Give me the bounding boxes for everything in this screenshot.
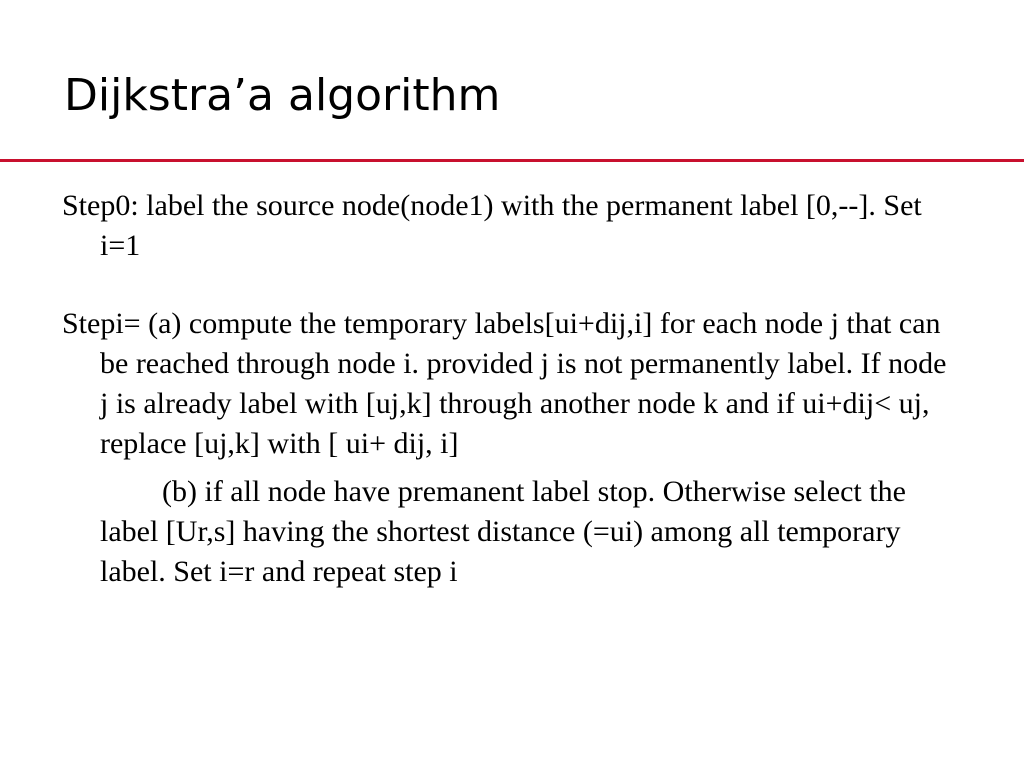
- slide-title: Dijkstra’a algorithm: [64, 70, 501, 121]
- step0-text: Step0: label the source node(node1) with the permanent label [0,--]. Set i=1: [62, 189, 922, 262]
- stepi-b-text: (b) if all node have premanent label stop. Otherwise select the label [Ur,s] having the shortest distance (=ui) among all temporary label. Set i=r and repeat step i: [100, 475, 906, 588]
- title-divider: [0, 159, 1024, 162]
- stepi-a-text: Stepi= (a) compute the temporary labels[ui+dij,i] for each node j that can be reached through node i. provided j is not permanently label. If node j is already label with [uj,k] through another node k and if ui+dij< uj, replace [uj,k] with [ ui+ dij, i]: [62, 307, 947, 460]
- slide-body: [62, 186, 962, 592]
